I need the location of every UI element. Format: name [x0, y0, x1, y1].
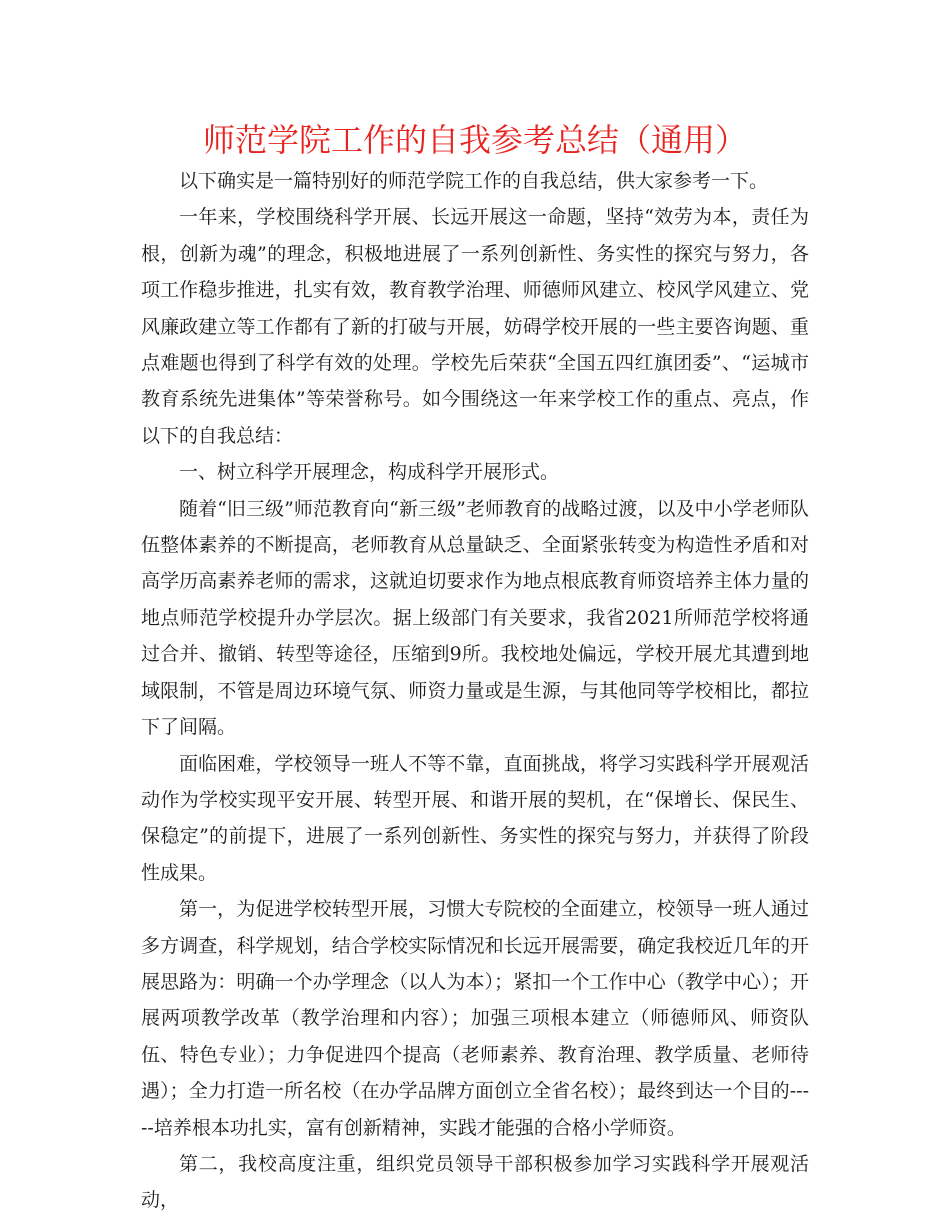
paragraph-first-point: 第一，为促进学校转型开展，习惯大专院校的全面建立，校领导一班人通过多方调查，科学规划，结合学校实际情况和长远开展需要，确定我校近几年的开展思路为：明确一个办学理念（以人为本）；紧扣一个工作中心（教学中心）；开展两项教学改革（教学治理和内容）；加强三项根本建立（师德师风、师资队伍、特色专业）；力争促进四个提高（老师素养、教育治理、教学质量、老师待遇）；全力打造一所名校（在办学品牌方面创立全省名校）；最终到达一个目的-----培养根本功扎实，富有创新精神，实践才能强的合格小学师资。	[141, 898, 809, 1139]
document-body	[141, 163, 809, 1219]
document-title: 师范学院工作的自我参考总结（通用）	[202, 121, 747, 159]
paragraph-challenges: 面临困难，学校领导一班人不等不靠，直面挑战，将学习实践科学开展观活动作为学校实现平安开展、转型开展、和谐开展的契机，在“保增长、保民生、保稳定”的前提下，进展了一系列创新性、务实性的探究与努力，并获得了阶段性成果。	[141, 752, 809, 884]
paragraph-background: 随着“旧三级”师范教育向“新三级”老师教育的战略过渡，以及中小学老师队伍整体素养的不断提高，老师教育从总量缺乏、全面紧张转变为构造性矛盾和对高学历高素养老师的需求，这就迫切要求作为地点根底教育师资培养主体力量的地点师范学校提升办学层次。据上级部门有关要求，我省2021所师范学校将通过合并、撤销、转型等途径，压缩到9所。我校地处偏远，学校开展尤其遭到地域限制，不管是周边环境气氛、师资力量或是生源，与其他同等学校相比，都拉下了间隔。	[141, 497, 809, 739]
paragraph-overview: 一年来，学校围绕科学开展、长远开展这一命题，坚持“效劳为本，责任为根，创新为魂”的理念，积极地进展了一系列创新性、务实性的探究与努力，各项工作稳步推进，扎实有效，教育教学治理、师德师风建立、校风学风建立、党风廉政建立等工作都有了新的打破与开展，妨碍学校开展的一些主要咨询题、重点难题也得到了科学有效的处理。学校先后荣获“全国五四红旗团委”、“运城市教育系统先进集体”等荣誉称号。如今围绕这一年来学校工作的重点、亮点，作以下的自我总结：	[141, 206, 809, 447]
paragraph-intro: 以下确实是一篇特别好的师范学院工作的自我总结，供大家参考一下。	[179, 170, 769, 192]
paragraph-second-point: 第二，我校高度注重，组织党员领导干部积极参加学习实践科学开展观活动，	[141, 1152, 809, 1212]
section-heading-one: 一、树立科学开展理念，构成科学开展形式。	[179, 461, 560, 484]
